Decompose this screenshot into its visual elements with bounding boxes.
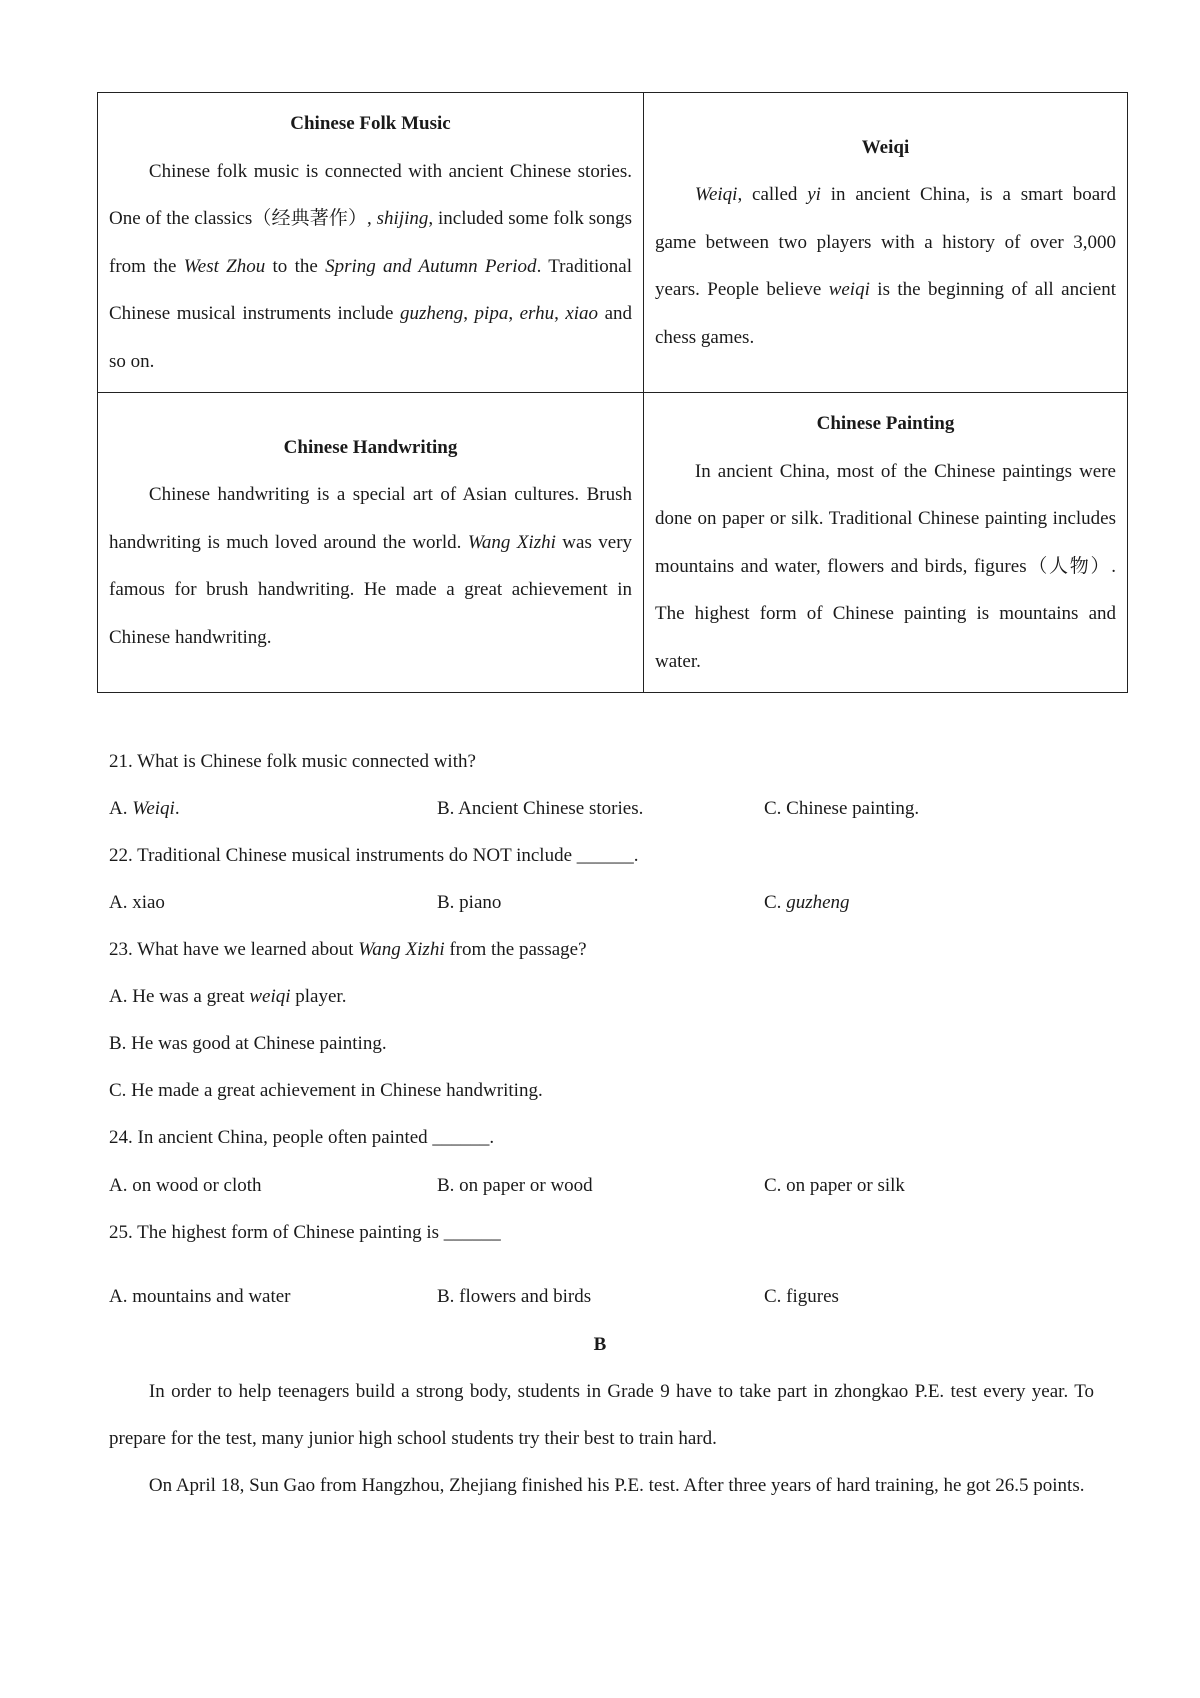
question-23-option-b[interactable]: B. He was good at Chinese painting. — [109, 1033, 387, 1054]
question-25-option-b[interactable]: B. flowers and birds — [437, 1286, 592, 1307]
question-21-option-c[interactable]: C. Chinese painting. — [764, 798, 920, 819]
text-run: 23. What have we learned about — [109, 939, 359, 960]
text-run: , included some folk songs from the — [109, 208, 632, 277]
text-run: Chinese folk music is connected with ancient Chinese stories. One of the classics（经典著作）, — [109, 160, 632, 229]
folk-music-cell — [98, 93, 644, 393]
question-22-option-b[interactable]: B. piano — [437, 892, 502, 913]
question-23-option-a[interactable] — [109, 985, 346, 1009]
text-run: A. — [109, 798, 133, 819]
text-run: Chinese handwriting is a special art of Asian cultures. Brush handwriting is much loved around the world. — [109, 484, 632, 553]
italic-run: Spring and Autumn Period — [325, 255, 537, 277]
painting-text: In ancient China, most of the Chinese paintings were done on paper or silk. Traditional Chinese painting includes mountains and water, flowers and birds, figures（人物）. The highest form of Chinese painting is mountains and water. — [655, 460, 1116, 672]
italic-run: pipa — [474, 303, 509, 324]
question-24-option-b[interactable]: B. on paper or wood — [437, 1175, 593, 1196]
question-22-options — [109, 891, 1109, 917]
question-21-stem: 21. What is Chinese folk music connected with? — [109, 751, 476, 772]
text-run: to the — [265, 255, 326, 277]
text-run: , called — [737, 184, 808, 206]
text-run: in ancient China, is a smart board game between two players with a history of over 3,000 years. People believe — [655, 184, 1116, 301]
text-run: C. — [764, 892, 787, 913]
question-25-option-a[interactable]: A. mountains and water — [109, 1286, 291, 1307]
section-b-heading: B — [593, 1334, 607, 1355]
text-run: player. — [290, 986, 347, 1007]
painting-title: Chinese Painting — [816, 413, 955, 434]
italic-run: weiqi — [249, 986, 291, 1007]
folk-music-text — [109, 148, 632, 386]
question-21-option-b[interactable]: B. Ancient Chinese stories. — [437, 798, 644, 819]
handwriting-cell — [98, 393, 644, 693]
text-run: A. He was a great — [109, 986, 250, 1007]
italic-run: xiao — [565, 303, 599, 324]
text-run: , — [463, 303, 475, 324]
italic-run: Weiqi — [132, 798, 175, 819]
text-run: and so on. — [109, 303, 633, 372]
question-24-stem: 24. In ancient China, people often painted ______. — [109, 1127, 495, 1148]
question-21-options — [109, 797, 1109, 823]
question-24-option-c[interactable]: C. on paper or silk — [764, 1175, 905, 1196]
section-b-paragraph-1: In order to help teenagers build a strong body, students in Grade 9 have to take part in zhongkao P.E. test every year. To prepare for the test, many junior high school students try their best to train hard. — [109, 1381, 1094, 1449]
question-25-stem: 25. The highest form of Chinese painting is ______ — [109, 1222, 501, 1243]
text-run: was very famous for brush handwriting. He made a great achievement in Chinese handwriting. — [109, 531, 633, 648]
italic-run: guzheng — [786, 892, 850, 913]
italic-run: shijing — [376, 208, 429, 229]
painting-cell — [644, 393, 1128, 693]
text-run: , — [554, 303, 566, 324]
question-25-option-c[interactable]: C. figures — [764, 1286, 839, 1307]
weiqi-text — [655, 171, 1116, 361]
weiqi-cell — [644, 93, 1128, 393]
italic-run: yi — [807, 184, 821, 206]
weiqi-title: Weiqi — [861, 136, 910, 158]
question-22-stem: 22. Traditional Chinese musical instruments do NOT include ______. — [109, 845, 639, 866]
text-run: . — [174, 798, 180, 819]
italic-run: Wang Xizhi — [467, 531, 556, 553]
handwriting-title: Chinese Handwriting — [283, 436, 458, 458]
italic-run: weiqi — [828, 279, 870, 301]
italic-run: erhu — [519, 303, 555, 324]
section-b-paragraph-2: On April 18, Sun Gao from Hangzhou, Zhejiang finished his P.E. test. After three years of hard training, he got 26.5 points. — [148, 1475, 1085, 1496]
culture-info-table — [97, 92, 1128, 693]
text-run: is the beginning of all ancient chess games. — [655, 279, 1116, 348]
question-22-option-c[interactable] — [764, 891, 850, 915]
text-run: from the passage? — [444, 939, 587, 960]
italic-run: West Zhou — [183, 255, 266, 277]
italic-run: guzheng — [399, 303, 464, 324]
handwriting-text — [109, 471, 632, 661]
question-24-options — [109, 1174, 1109, 1200]
question-23-option-c[interactable]: C. He made a great achievement in Chinese handwriting. — [109, 1080, 543, 1101]
text-run: , — [508, 303, 520, 324]
question-21-option-a[interactable] — [109, 797, 180, 821]
text-run: . Traditional Chinese musical instruments include — [109, 255, 632, 324]
question-25-options — [109, 1285, 1109, 1311]
italic-run: Weiqi — [694, 184, 738, 206]
question-24-option-a[interactable]: A. on wood or cloth — [109, 1175, 262, 1196]
folk-music-title: Chinese Folk Music — [290, 113, 451, 134]
question-23-stem — [109, 938, 587, 962]
italic-run: Wang Xizhi — [358, 939, 445, 960]
question-22-option-a[interactable]: A. xiao — [109, 892, 165, 913]
